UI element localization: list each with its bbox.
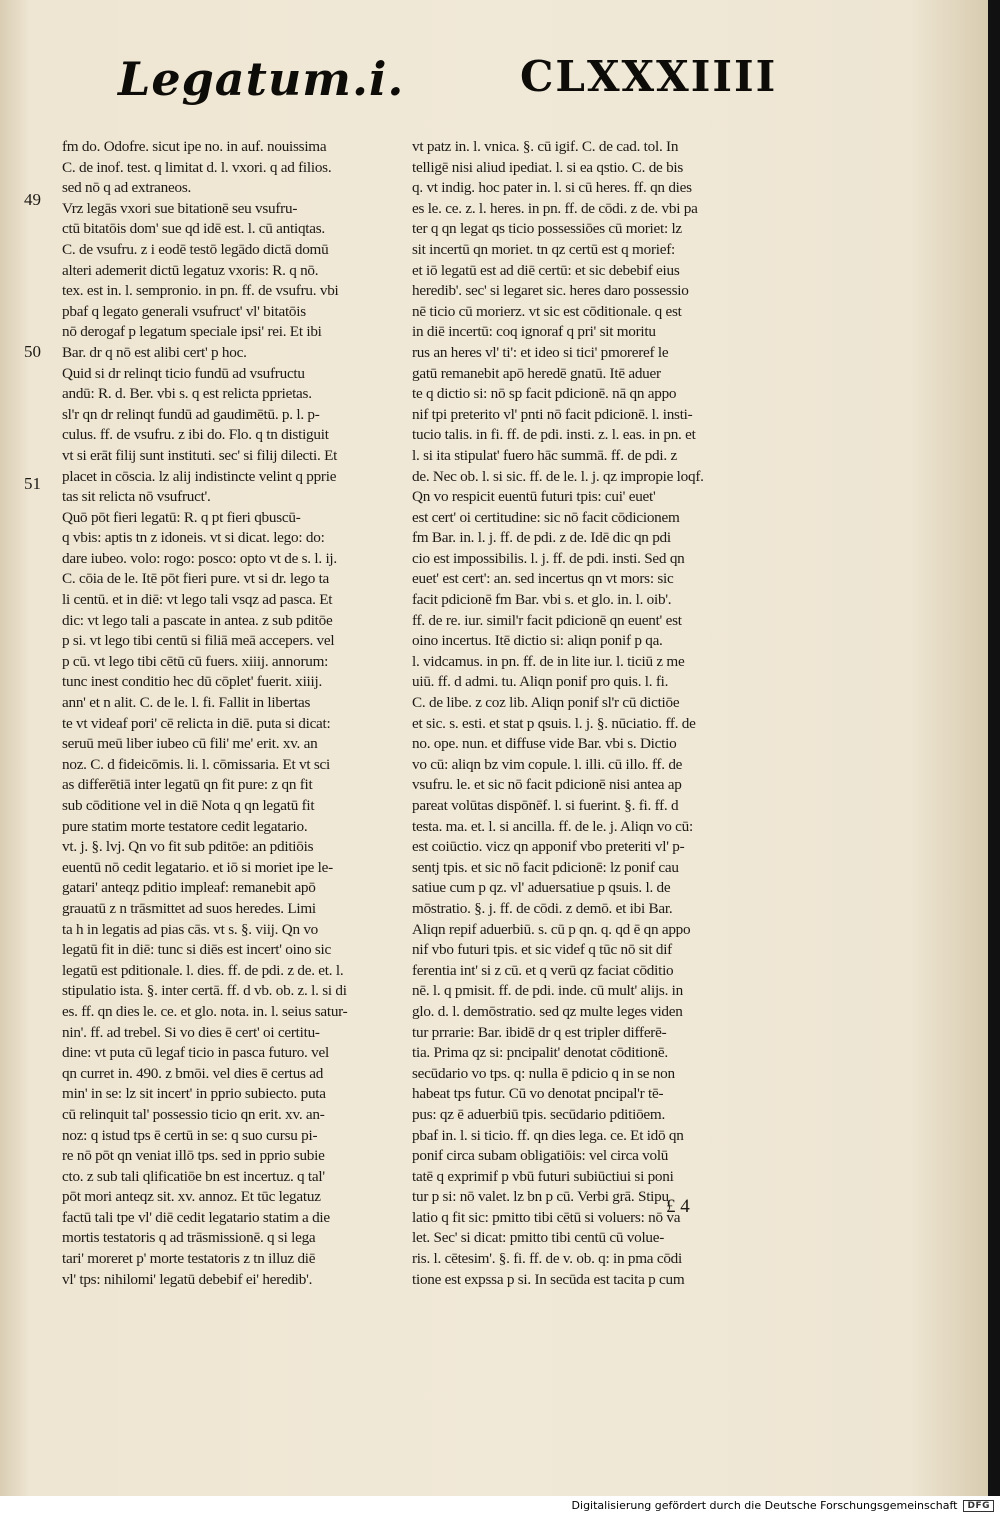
text-line: dine: vt puta cū legaf ticio in pasca futuro. vel xyxy=(62,1044,329,1062)
text-line: vt patz in. l. vnica. §. cū igif. C. de cad. tol. In xyxy=(412,138,679,155)
running-title: Legatum.i. xyxy=(118,52,405,106)
text-line: p si. vt lego tibi centū si filiā meā accepers. vel xyxy=(62,632,335,650)
text-line: et sic. s. esti. et stat p qsuis. l. j. §. nūciatio. ff. de xyxy=(412,714,696,732)
text-line: alteri ademerit dictū legatuz vxoris: R. q nō. xyxy=(62,261,319,279)
text-line: et iō legatū est ad diē certū: et sic debebif eius xyxy=(412,261,680,279)
text-line: tunc inest conditio hec dū cōplet' fuerit. xiiij. xyxy=(62,673,322,691)
text-line: q. vt indig. hoc pater in. l. si cū heres. ff. qn dies xyxy=(412,179,692,197)
text-line: legatū est pditionale. l. dies. ff. de pdi. z de. et. l. xyxy=(62,961,344,979)
text-line: tucio talis. in fi. ff. de pdi. insti. z. l. eas. in pn. et xyxy=(412,426,696,444)
text-line: culus. ff. de vsufru. z ibi do. Flo. q tn distiguit xyxy=(62,426,329,444)
text-line: sub cōditione vel in diē Nota q qn legatū fit xyxy=(62,797,315,814)
text-line: pus: qz ē aduerbiū tpis. secūdario pditiōem. xyxy=(412,1105,666,1123)
text-line: q vbis: aptis tn z idoneis. vt si dicat. lego: do: xyxy=(62,529,325,547)
text-line: Bar. dr q nō est alibi cert' p hoc. xyxy=(62,343,247,361)
text-line: pure statim morte testatore cedit legatario. xyxy=(62,817,308,835)
text-line: ter q qn legat qs ticio possessiōes cū moriet: lz xyxy=(412,220,682,238)
text-line: gatū remanebit apō heredē gnatū. Itē aduer xyxy=(412,364,661,382)
text-line: cto. z sub tali qlificatiōe bn est incertuz. q tal' xyxy=(62,1167,325,1185)
text-line: Quid si dr relinqt ticio fundū ad vsufructu xyxy=(62,364,305,382)
text-line: Vrz legās vxori sue bitationē seu vsufru- xyxy=(62,199,298,217)
text-line: facit pdicionē fm Bar. vbi s. et glo. in. l. oib'. xyxy=(412,591,672,609)
text-line: legatū fit in diē: tunc si diēs est incert' oino sic xyxy=(62,941,331,959)
text-line: ris. l. cētesim'. §. fi. ff. de v. ob. q: in pma cōdi xyxy=(412,1250,682,1268)
text-line: tur prrarie: Bar. ibidē dr q est tripler differē- xyxy=(412,1023,667,1041)
dfg-logo-icon: DFG xyxy=(963,1500,994,1512)
text-line: habeat tps futur. Cū vo denotat pncipal'r tē- xyxy=(412,1085,664,1103)
text-line: ta h in legatis ad pias cās. vt s. §. viij. Qn vo xyxy=(62,920,319,938)
text-line: vl' tps: nihilomi' legatū debebif ei' heredib'. xyxy=(62,1270,313,1288)
text-line: pbaf q legato generali vsufruct' vl' bitatōis xyxy=(62,302,306,320)
text-line: euentū nō cedit legatario. et iō si moriet ipe le- xyxy=(62,858,333,876)
text-line: tatē q exprimif p vbū futuri subiūctiui si poni xyxy=(412,1167,674,1185)
text-line: sit incertū qn moriet. tn qz certū est q morief: xyxy=(412,240,675,258)
signature-mark: £ 4 xyxy=(666,1196,690,1217)
text-line: seruū meū liber iubeo cū fili' me' erit. xv. an xyxy=(62,735,318,753)
text-line: pareat volūtas dispōnēf. l. si fuerint. §. fi. ff. d xyxy=(412,797,679,814)
margin-number: 51 xyxy=(24,474,41,493)
text-line: latio q fit sic: pmitto tibi cētū si voluers: nō va xyxy=(412,1208,681,1226)
text-line: vsufru. le. et sic nō facit pdicionē nisi antea ap xyxy=(412,776,682,794)
text-line: min' in se: lz sit incert' in pprio subiecto. puta xyxy=(62,1085,326,1103)
text-line: nē. l. q pmisit. ff. de pdi. inde. cū mult' alijs. in xyxy=(412,982,683,1000)
text-line: cio est impossibilis. l. j. ff. de pdi. insti. Sed qn xyxy=(412,549,685,567)
footer-bar xyxy=(0,1496,1000,1515)
text-line: ctū bitatōis dom' sue qd idē est. l. cū antiqtas. xyxy=(62,220,325,238)
text-line: nif tpi preterito vl' pnti nō facit pdicionē. l. insti- xyxy=(412,405,693,423)
text-line: rus an heres vl' ti': et ideo si tici' pmoreref le xyxy=(412,343,669,361)
text-line: li centū. et in diē: vt lego tali vsqz ad pasca. Et xyxy=(62,591,333,609)
text-line: in diē incertū: coq ignoraf q pri' sit moritu xyxy=(412,323,656,341)
text-line: ponif circa subam obligatiōis: vel circa volū xyxy=(412,1147,669,1165)
text-line: placet in cōscia. lz alij indistincte velint q pprie xyxy=(62,467,337,485)
text-line: C. de vsufru. z i eodē testō legādo dictā domū xyxy=(62,240,329,258)
text-line: est cert' oi certitudine: sic nō facit cōdicionem xyxy=(412,508,680,526)
text-line: mōstratio. §. j. ff. de cōdi. z demō. et ibi Bar. xyxy=(412,899,673,917)
text-line: ff. de re. iur. simil'r facit pdicionē qn euent' est xyxy=(412,611,682,629)
text-line: oino incertus. Itē dictio si: aliqn ponif p qa. xyxy=(412,632,663,650)
text-line: uiū. ff. d admi. tu. Aliqn ponif pro quis. l. fi. xyxy=(412,673,669,691)
text-line: dic: vt lego tali a pascate in antea. z sub pditōe xyxy=(62,611,333,629)
text-line: mortis testatoris q ad trāsmissionē. q si lega xyxy=(62,1229,316,1247)
text-line: sed nō q ad extraneos. xyxy=(62,179,192,197)
text-line: testa. ma. et. l. si ancilla. ff. de le. j. Aliqn vo cū: xyxy=(412,817,693,835)
text-line: no. ope. nun. et diffuse vide Bar. vbi s. Dictio xyxy=(412,735,677,753)
text-line: factū tali tpe vl' diē cedit legatario statim a die xyxy=(62,1208,330,1226)
text-line: vo cū: aliqn bz vim copule. l. illi. cū illo. ff. de xyxy=(412,755,683,773)
text-line: Aliqn repif aduerbiū. s. cū p qn. q. qd ē qn appo xyxy=(412,920,691,938)
text-line: vt si erāt filij sunt instituti. sec' si filij dilecti. Et xyxy=(62,446,338,464)
text-line: nō derogaf p legatum speciale ipsi' rei. Et ibi xyxy=(62,323,322,341)
text-line: Quō pōt fieri legatū: R. q pt fieri qbuscū- xyxy=(62,508,301,526)
text-line: l. vidcamus. in pn. ff. de in lite iur. l. ticiū z me xyxy=(412,652,685,670)
text-line: fm Bar. in. l. j. ff. de pdi. z de. Idē dic qn pdi xyxy=(412,529,671,547)
text-line: heredib'. sec' si legaret sic. heres daro possessio xyxy=(412,282,689,300)
text-line: glo. d. l. demōstratio. sed qz multe leges viden xyxy=(412,1002,683,1020)
text-line: nin'. ff. ad trebel. Si vo dies ē cert' oi certitu- xyxy=(62,1023,320,1041)
text-line: noz: q istud tps ē certū in se: q suo cursu pi- xyxy=(62,1126,318,1144)
text-line: te q dictio si: nō sp facit pdicionē. nā qn appo xyxy=(412,385,677,403)
text-line: te vt videaf pori' cē relicta in diē. puta si dicat: xyxy=(62,714,331,732)
text-line: pōt mori anteqz sit. xv. annoz. Et tūc legatuz xyxy=(62,1188,321,1206)
text-line: stipulatio ista. §. inter certā. ff. d vb. ob. z. l. si di xyxy=(62,982,347,1000)
text-line: andū: R. d. Ber. vbi s. q est relicta pprietas. xyxy=(62,385,312,403)
text-line: C. de inof. test. q limitat d. l. vxori. q ad filios. xyxy=(62,158,332,176)
text-line: nif vbo futuri tpis. et sic videf q tūc nō sit dif xyxy=(412,941,672,959)
text-line: dare iubeo. volo: rogo: posco: opto vt de s. l. ij. xyxy=(62,549,337,567)
text-line: gatari' anteqz pditio impleaf: remanebit apō xyxy=(62,879,316,897)
text-line: let. Sec' si dicat: pmitto tibi centū cū volue- xyxy=(412,1229,665,1247)
folio-number: CLXXXIIII xyxy=(520,52,778,101)
text-line: re nō pōt qn veniat illō tps. sed in pprio subie xyxy=(62,1147,325,1165)
text-line: tur p si: nō valet. lz bn p cū. Verbi grā. Stipu xyxy=(412,1188,669,1206)
text-line: ferentia int' si z cū. et q verū qz faciat cōditio xyxy=(412,961,674,979)
text-line: as differētiā inter legatū qn fit pure: z qn fit xyxy=(62,776,313,794)
text-line: es le. ce. z. l. heres. in pn. ff. de cōdi. z de. vbi pa xyxy=(412,199,698,217)
footer-text: Digitalisierung gefördert durch die Deutsche Forschungsgemeinschaft xyxy=(571,1499,958,1512)
text-line: est coiūctio. vicz qn apponif vbo preteriti vl' p- xyxy=(412,838,685,856)
text-line: pbaf in. l. si ticio. ff. qn dies lega. ce. Et idō qn xyxy=(412,1126,684,1144)
text-line: euet' est cert': an. sed incertus qn vt mors: sic xyxy=(412,570,674,588)
text-line: satiue cum p qz. vl' aduersatiue p qsuis. l. de xyxy=(412,879,671,897)
text-line: secūdario vo tps. q: nulla ē pdicio q in se non xyxy=(412,1064,675,1082)
text-line: fm do. Odofre. sicut ipe no. in auf. nouissima xyxy=(62,138,327,155)
text-line: tas sit relicta nō vsufruct'. xyxy=(62,488,211,506)
text-line: tex. est in. l. sempronio. in pn. ff. de vsufru. vbi xyxy=(62,282,339,300)
text-line: de. Nec ob. l. si sic. ff. de le. l. j. qz impropie loqf. xyxy=(412,467,704,485)
text-line: qn curret in. 490. z bmōi. vel dies ē certus ad xyxy=(62,1064,324,1082)
text-line: vt. j. §. lvj. Qn vo fit sub pditōe: an pditiōis xyxy=(62,838,314,856)
text-line: tari' moreret p' morte testatoris z tn illuz diē xyxy=(62,1250,316,1268)
scan-edge xyxy=(988,0,1000,1496)
margin-number: 49 xyxy=(24,190,41,209)
text-line: noz. C. d fideicōmis. li. l. cōmissaria. Et vt sci xyxy=(62,755,331,773)
text-line: grauatū z n trāsmittet ad suos heredes. Limi xyxy=(62,899,316,917)
text-line: l. si ita stipulat' fuero hāc summā. ff. de pdi. z xyxy=(412,446,677,464)
text-line: Qn vo respicit euentū futuri tpis: cui' euet' xyxy=(412,488,656,506)
text-line: C. de libe. z coz lib. Aliqn ponif sl'r cū dictiōe xyxy=(412,694,680,712)
right-text-column xyxy=(412,137,737,1290)
text-line: nē ticio cū morierz. vt sic est cōditionale. q est xyxy=(412,302,682,320)
text-line: tione est expssa p si. In secūda est tacita p cum xyxy=(412,1270,685,1288)
text-line: es. ff. qn dies le. ce. et glo. nota. in. l. seius satur- xyxy=(62,1002,348,1020)
text-line: telligē nisi aliud ipediat. l. si ea qstio. C. de bis xyxy=(412,158,684,176)
text-line: C. cōia de le. Itē pōt fieri pure. vt si dr. lego ta xyxy=(62,570,330,588)
margin-number: 50 xyxy=(24,342,41,361)
text-line: sl'r qn dr relinqt fundū ad gaudimētū. p. l. p- xyxy=(62,405,320,423)
text-line: cū relinquit tal' possessio ticio qn erit. xv. an- xyxy=(62,1105,325,1123)
left-text-column xyxy=(62,137,392,1290)
text-line: p cū. vt lego tibi cētū cū fuers. xiiij. annorum: xyxy=(62,652,329,670)
text-line: ann' et n alit. C. de le. l. fi. Fallit in libertas xyxy=(62,694,311,712)
text-line: sentj tpis. et sic nō facit pdicionē: lz ponif cau xyxy=(412,858,679,876)
text-line: tia. Prima qz si: pncipalit' denotat cōditionē. xyxy=(412,1044,668,1062)
